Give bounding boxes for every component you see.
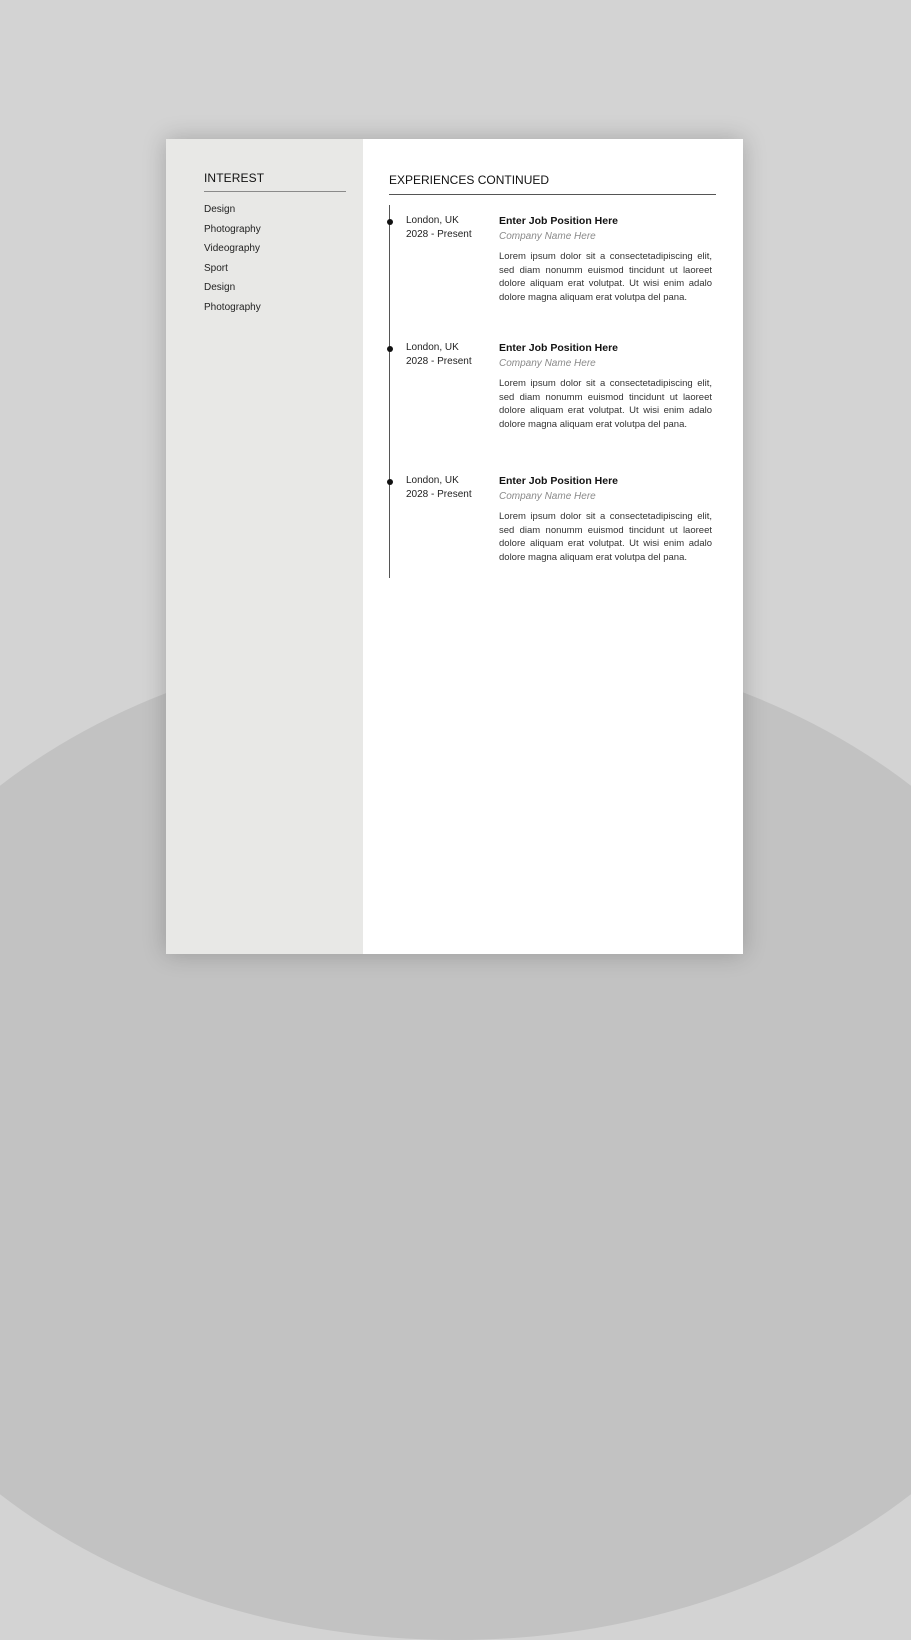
job-description: Lorem ipsum dolor sit a consectetadipiscing elit, sed diam nonumm euismod tincidunt ut laoreet dolore aliquam erat volutpat. Ut wisi enim adalo dolore magna aliquam erat volutpa del pana. bbox=[499, 251, 712, 303]
experience-location: London, UK bbox=[406, 215, 459, 226]
experience-dates: 2028 - Present bbox=[406, 229, 472, 240]
company-name: Company Name Here bbox=[499, 491, 596, 502]
company-name: Company Name Here bbox=[499, 231, 596, 242]
sidebar bbox=[166, 139, 363, 954]
timeline-line bbox=[389, 205, 390, 578]
job-position: Enter Job Position Here bbox=[499, 342, 619, 354]
experiences-divider bbox=[389, 194, 716, 195]
interest-item: Design bbox=[204, 204, 236, 215]
experience-dates: 2028 - Present bbox=[406, 489, 472, 500]
interest-item: Videography bbox=[204, 243, 260, 254]
experience-meta bbox=[406, 341, 472, 369]
company-name: Company Name Here bbox=[499, 358, 596, 369]
interest-item: Sport bbox=[204, 262, 228, 274]
job-description: Lorem ipsum dolor sit a consectetadipiscing elit, sed diam nonumm euismod tincidunt ut laoreet dolore aliquam erat volutpat. Ut wisi enim adalo dolore magna aliquam erat volutpa del pana. bbox=[499, 378, 712, 430]
experience-details bbox=[499, 474, 712, 564]
interest-heading: INTEREST bbox=[204, 171, 265, 185]
job-position: Enter Job Position Here bbox=[499, 215, 619, 227]
experience-details bbox=[499, 341, 712, 431]
experiences-heading: EXPERIENCES CONTINUED bbox=[389, 173, 550, 187]
job-description: Lorem ipsum dolor sit a consectetadipiscing elit, sed diam nonumm euismod tincidunt ut laoreet dolore aliquam erat volutpat. Ut wisi enim adalo dolore magna aliquam erat volutpa del pana. bbox=[499, 511, 712, 563]
interest-item: Photography bbox=[204, 223, 261, 235]
experience-location: London, UK bbox=[406, 342, 459, 353]
timeline-dot bbox=[387, 346, 393, 352]
experience-dates: 2028 - Present bbox=[406, 356, 472, 367]
interest-list bbox=[204, 204, 261, 321]
experience-meta bbox=[406, 214, 472, 242]
timeline-dot bbox=[387, 479, 393, 485]
interest-item: Photography bbox=[204, 301, 261, 313]
experience-details bbox=[499, 214, 712, 304]
resume-page bbox=[166, 139, 743, 954]
timeline-dot bbox=[387, 219, 393, 225]
experience-meta bbox=[406, 474, 472, 502]
job-position: Enter Job Position Here bbox=[499, 475, 619, 487]
interest-item: Design bbox=[204, 282, 236, 293]
interest-divider bbox=[204, 191, 346, 192]
experience-location: London, UK bbox=[406, 475, 459, 486]
